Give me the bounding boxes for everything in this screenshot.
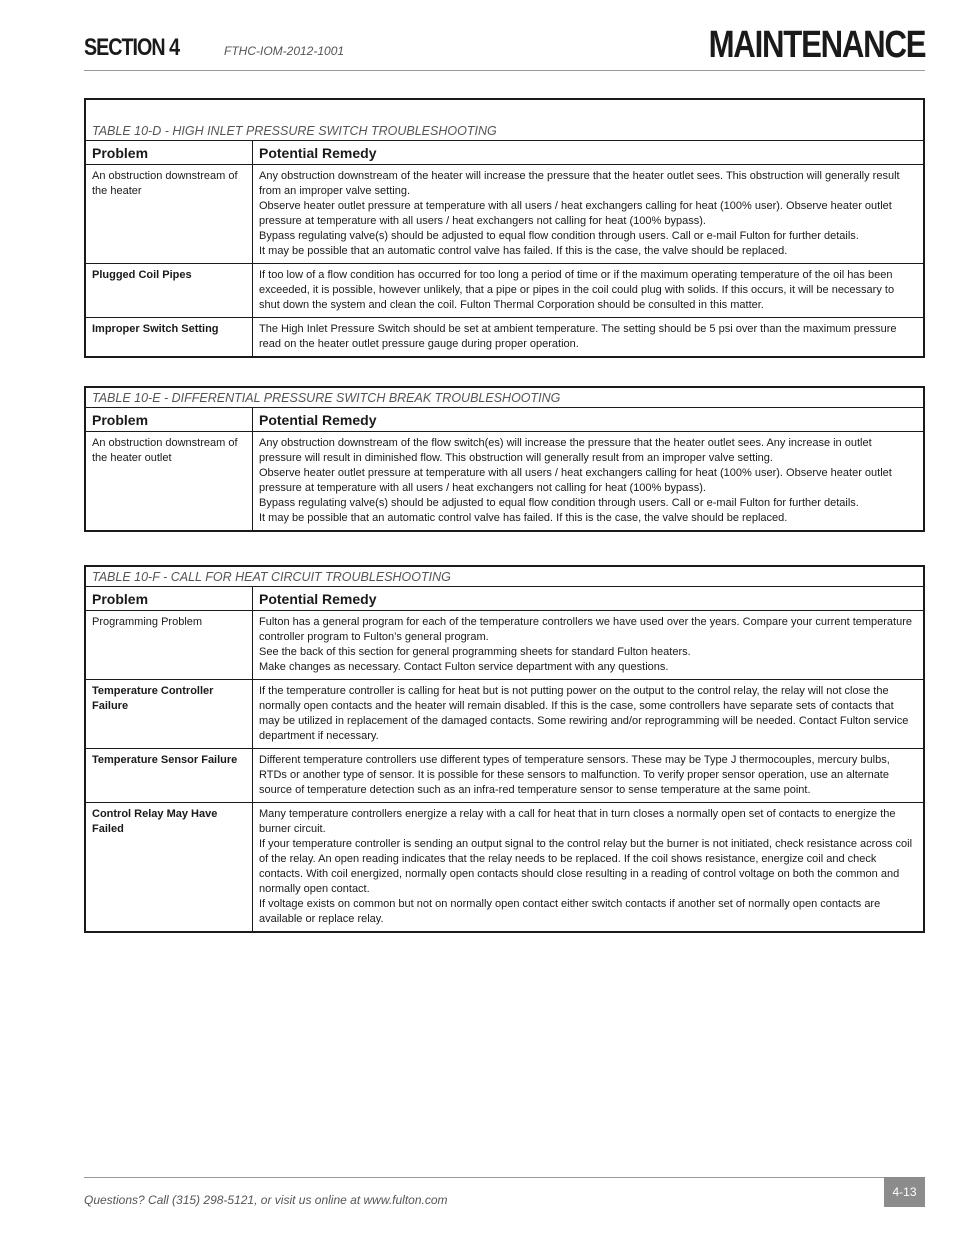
problem-cell: Plugged Coil Pipes: [86, 264, 253, 317]
problem-cell: An obstruction downstream of the heater outlet: [86, 432, 253, 530]
remedy-line: If your temperature controller is sending an output signal to the control relay but the burner is not initiated, check resistance across coil of the relay. An open reading indicates that the relay needs to be replaced. If the coil shows resistance, energize coil and check contacts. With coil energized, normally open contacts should close resulting in a reading of control voltage on both the common and normally open contact.: [259, 838, 913, 895]
remedy-line: Fulton has a general program for each of the temperature controllers we have used over the years. Compare your current temperature controller program to Fulton’s general program.: [259, 616, 913, 643]
column-header-problem: Problem: [86, 408, 253, 431]
table-title: TABLE 10-F - CALL FOR HEAT CIRCUIT TROUBLESHOOTING: [86, 567, 923, 587]
footer-divider: [84, 1177, 884, 1178]
column-header-problem: Problem: [86, 587, 253, 610]
remedy-line: Bypass regulating valve(s) should be adjusted to equal flow condition through users. Call or e-mail Fulton for further details.: [259, 497, 859, 509]
remedy-cell: [253, 264, 923, 317]
table-row: [86, 803, 923, 931]
page-title: MAINTENANCE: [708, 24, 925, 66]
remedy-line: Any obstruction downstream of the flow switch(es) will increase the pressure that the heater outlet sees. Any increase in outlet pressure will result in diminished flow. This obstruction will generally result from an improper valve setting.: [259, 437, 872, 464]
remedy-line: Different temperature controllers use different types of temperature sensors. These may be Type J thermocouples, mercury bulbs, RTDs or another type of sensor. It is possible for these sensors to malfunction. To verify proper sensor operation, use an alternate source of temperature detection such as an infra-red temperature sensor to sense temperature at the same point.: [259, 754, 890, 796]
table-10e: [84, 386, 925, 532]
table-header-row: [86, 587, 923, 611]
table-10f: [84, 565, 925, 933]
table-row: [86, 264, 923, 318]
column-header-problem: Problem: [86, 141, 253, 164]
remedy-cell: [253, 611, 923, 679]
problem-cell: An obstruction downstream of the heater: [86, 165, 253, 263]
remedy-line: If voltage exists on common but not on normally open contact either switch contacts if another set of normally open contacts are available or replace relay.: [259, 898, 881, 925]
column-header-remedy: Potential Remedy: [259, 412, 377, 428]
table-row: [86, 749, 923, 803]
problem-cell: Temperature Sensor Failure: [86, 749, 253, 802]
section-label: SECTION 4: [84, 34, 180, 61]
remedy-cell: [253, 318, 923, 356]
table-title: TABLE 10-D - HIGH INLET PRESSURE SWITCH TROUBLESHOOTING: [86, 100, 923, 141]
remedy-line: Any obstruction downstream of the heater will increase the pressure that the heater outlet sees. This obstruction will generally result from an improper valve setting.: [259, 170, 900, 197]
remedy-line: It may be possible that an automatic control valve has failed. If this is the case, the valve should be replaced.: [259, 245, 788, 257]
remedy-cell: [253, 680, 923, 748]
remedy-line: Make changes as necessary. Contact Fulton service department with any questions.: [259, 661, 669, 673]
page-number: 4-13: [884, 1177, 925, 1207]
page-header: [84, 24, 925, 71]
column-header-remedy: Potential Remedy: [259, 145, 377, 161]
table-row: [86, 165, 923, 264]
table-title: TABLE 10-E - DIFFERENTIAL PRESSURE SWITCH BREAK TROUBLESHOOTING: [86, 388, 923, 408]
footer-contact: Questions? Call (315) 298-5121, or visit us online at www.fulton.com: [84, 1193, 448, 1207]
remedy-line: It may be possible that an automatic control valve has failed. If this is the case, the valve should be replaced.: [259, 512, 788, 524]
remedy-line: The High Inlet Pressure Switch should be set at ambient temperature. The setting should be 5 psi over than the maximum pressure read on the heater outlet pressure gauge during proper operation.: [259, 323, 897, 350]
remedy-line: See the back of this section for general programming sheets for standard Fulton heaters.: [259, 646, 691, 658]
problem-cell: Control Relay May Have Failed: [86, 803, 253, 931]
table-row: [86, 318, 923, 356]
remedy-line: If too low of a flow condition has occurred for too long a period of time or if the maximum operating temperature of the oil has been exceeded, it is possible, however unlikely, that a pipe or pipes in the coil could plug with solids. If this occurs, it will be necessary to shut down the system and clean the coil. Fulton Thermal Corporation should be consulted in this matter.: [259, 269, 895, 311]
remedy-cell: [253, 749, 923, 802]
table-10d: [84, 98, 925, 358]
column-header-remedy: Potential Remedy: [259, 591, 377, 607]
remedy-line: Bypass regulating valve(s) should be adjusted to equal flow condition through users. Call or e-mail Fulton for further details.: [259, 230, 859, 242]
remedy-line: Observe heater outlet pressure at temperature with all users / heat exchangers calling for heat (100% user). Observe heater outlet pressure at temperature with all users / heat exchangers not calling for heat (100% bypass).: [259, 467, 892, 494]
problem-cell: Programming Problem: [86, 611, 253, 679]
table-row: [86, 432, 923, 530]
remedy-cell: [253, 432, 923, 530]
table-header-row: [86, 408, 923, 432]
remedy-line: If the temperature controller is calling for heat but is not putting power on the output to the control relay, the relay will not close the normally open contacts and the heater will remain disabled. If this is the case, some controllers have separate sets of contacts that may be utilized in replacement of the damaged contacts. Some rewiring and/or reprogramming will be needed. Contact Fulton service department if necessary.: [259, 685, 909, 742]
remedy-line: Observe heater outlet pressure at temperature with all users / heat exchangers calling for heat (100% user). Observe heater outlet pressure at temperature with all users / heat exchangers not calling for heat (100% bypass).: [259, 200, 892, 227]
remedy-cell: [253, 165, 923, 263]
document-code: FTHC-IOM-2012-1001: [224, 44, 345, 58]
remedy-line: Many temperature controllers energize a relay with a call for heat that in turn closes a normally open set of contacts to energize the burner circuit.: [259, 808, 896, 835]
remedy-cell: [253, 803, 923, 931]
table-row: [86, 611, 923, 680]
table-header-row: [86, 141, 923, 165]
problem-cell: Temperature Controller Failure: [86, 680, 253, 748]
problem-cell: Improper Switch Setting: [86, 318, 253, 356]
table-row: [86, 680, 923, 749]
